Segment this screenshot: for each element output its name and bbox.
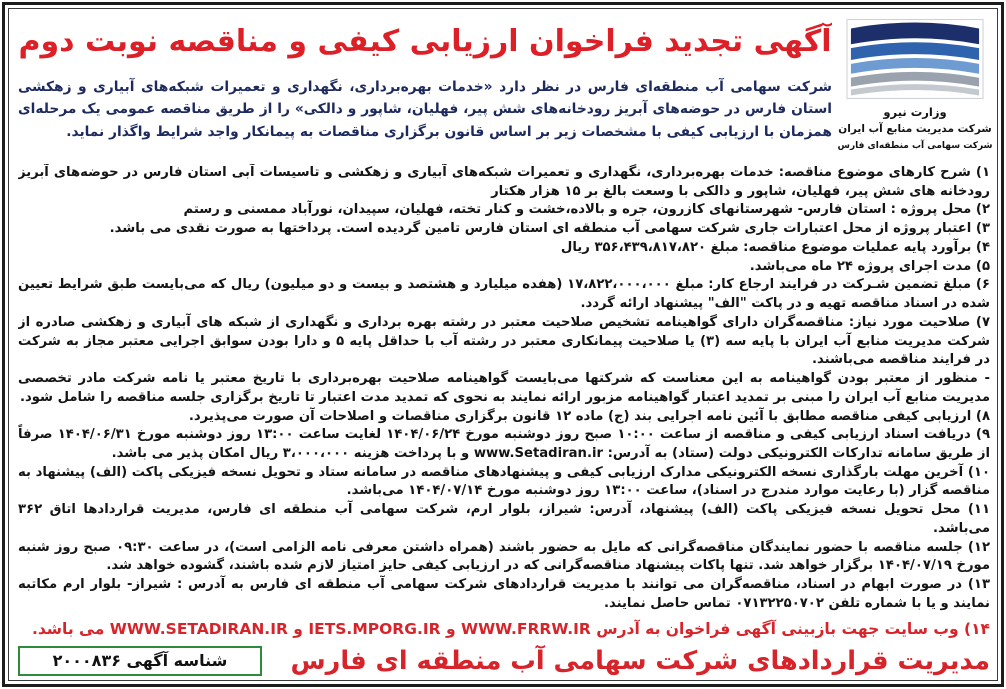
list-item xyxy=(18,220,990,239)
item-note-text: - منظور از معتبر بودن گواهینامه به این معناست که شرکتها می‌بایست گواهینامه صلاحیت بهره‌برداری با تاریخ معتبر یا نامه شرکت مادر تخصصی مدیریت منابع آب ایران را مبنی بر تمدید اعتبار گواهینامه مزبور ارائه نمایند به نحوی که تمدید مدت اعتبار تا تاریخ برگزاری جلسه مناقصه را شامل شود. xyxy=(18,371,990,405)
logo-block xyxy=(836,14,994,164)
item-text: مبلغ تضمین شـرکت در فرایند ارجاع کار: مبلغ ۱۷،۸۲۲،۰۰۰،۰۰۰ (هفده میلیارد و هشتصد و بیست و دو میلیون) ریال که می‌بایست طبق شرایط تعیین شده در اسناد مناقصه تهیه و در پاکت "الف" پیشنهاد ارائه گردد. xyxy=(18,277,990,312)
water-company-logo-icon xyxy=(846,18,984,100)
item-number: ۱۲) xyxy=(967,539,990,555)
item-text: در صورت ابهام در اسناد، مناقصه‌گران می توانند با مدیریت قراردادهای شرکت سهامی آب منطقه ای فارس به آدرس : شیراز- بلوار ارم مکاتبه نمایند و یا با شماره تلفن ۰۷۱۳۲۲۵۰۷۰۲ تماس حاصل نمایند. xyxy=(18,577,990,611)
list-item xyxy=(18,426,990,463)
item-number: ۱۳) xyxy=(967,577,990,593)
list-item xyxy=(18,314,990,370)
item-text: محل پروژه : استان فارس- شهرستانهای کازرون، جره و بالاده،خشت و کنار تخته، فهلیان، سپیدان، نورآباد ممسنی و رستم xyxy=(183,202,972,218)
item-number: ۲) xyxy=(975,202,990,218)
item-number: ۸) xyxy=(975,408,990,424)
ad-id-box xyxy=(18,646,262,676)
item-text: آخرین مهلت بارگذاری نسخه الکترونیکی مدارک ارزیابی کیفی و پیشنهادهای مناقصه در سامانه ستاد و تحویل نسخه فیزیکی پاکت (الف) پیشنهاد به مناقصه گزار (با رعایت موارد مندرج در اسناد)، ساعت ۱۳:۰۰ روز دوشنبه مورخ ۱۴۰۴/۰۷/۱۴ می‌باشد. xyxy=(18,464,990,499)
item-text: ارزیابی کیفی مناقصه مطابق با آئین نامه اجرایی بند (ج) ماده ۱۲ قانون برگزاری مناقصات و اصلاحات آن صورت می‌پذیرد. xyxy=(188,408,972,424)
ad-id-label: شناسه آگهی xyxy=(126,651,228,670)
ministry-name: وزارت نیرو xyxy=(883,105,947,119)
list-item xyxy=(18,258,990,277)
item-number: ۱) xyxy=(975,165,990,180)
item-number: ۶) xyxy=(975,277,990,293)
item-number: ۱۱) xyxy=(967,502,990,518)
list-item xyxy=(18,576,990,613)
item-number: ۱۰) xyxy=(967,464,990,480)
list-item xyxy=(18,276,990,313)
footer-department: مدیریت قراردادهای شرکت سهامی آب منطقه ای فارس xyxy=(290,646,990,676)
parent-company-name: شرکت مدیریت منابع آب ایران xyxy=(838,123,992,135)
item-number: ۷) xyxy=(975,314,990,330)
item-text: اعتبار پروژه از محل اعتبارات جاری شرکت سهامی آب منطقه ای استان فارس تامین گردیده است. پرداختها به صورت نقدی می باشد. xyxy=(109,221,972,237)
item-text: محل تحویل نسخه فیزیکی پاکت (الف) پیشنهاد، آدرس: شیراز، بلوار ارم، شرکت سهامی آب منطقه ای فارس، مدیریت قراردادها اتاق ۳۶۲ می‌باشد. xyxy=(18,502,990,536)
list-item xyxy=(18,164,990,201)
list-item xyxy=(18,539,990,576)
list-item-note xyxy=(18,370,990,407)
item-number: ۴) xyxy=(975,239,990,255)
item-number: ۵) xyxy=(975,258,990,274)
item-number: ۹) xyxy=(975,427,990,443)
list-item xyxy=(18,408,990,427)
item-number: ۳) xyxy=(975,221,990,237)
item-text: دریافت اسناد ارزیابی کیفی و مناقصه از ساعت ۱۰:۰۰ صبح روز دوشنبه مورخ ۱۴۰۴/۰۶/۲۴ لغایت ساعت ۱۳:۰۰ روز دوشنبه مورخ ۱۴۰۴/۰۶/۳۱ صرفاً از طریق سامانه تدارکات الکترونیکی دولت (ستاد) به آدرس: www.Setadiran.ir و با پرداخت هزینه ۳،۰۰۰،۰۰۰ ریال امکان پذیر می باشد. xyxy=(18,427,990,462)
list-item xyxy=(18,501,990,538)
list-item xyxy=(18,201,990,220)
item-text: صلاحیت مورد نیاز: مناقصه‌گران دارای گواهینامه تشخیص صلاحیت معتبر در رشته بهره برداری و نگهداری از شبکه های آبیاری و زهکشی صادره از شرکت مدیریت منابع آب ایران با پایه سه (۳) یا صلاحیت پیمانکاری معتبر در رشته آب با حداقل پایه ۵ و دارا بودن سوابق اجرایی معتبر مجاز به شرکت در فرایند مناقصه می‌باشند. xyxy=(18,314,990,368)
list-item xyxy=(18,464,990,501)
website-text: وب سایت جهت بازبینی آگهی فراخوان به آدرس WWW.FRRW.IR و IETS.MPORG.IR و WWW.SETADIRAN.IR می باشد. xyxy=(31,620,959,638)
item-number: ۱۴) xyxy=(963,620,990,638)
item-text: برآورد پایه عملیات موضوع مناقصه: مبلغ ۳۵۶،۴۳۹،۸۱۷،۸۲۰ ریال xyxy=(560,239,972,255)
item-text: شرح کارهای موضوع مناقصه: خدمات بهره‌برداری، نگهداری و تعمیرات شبکه‌های آبیاری و زهکشی و تاسیسات آبی استان فارس در حوضه‌های آبریز رودخانه های شش پیر، فهلیان، شاپور و دالکی با وسعت بالغ بر ۱۵ هزار هکتار xyxy=(18,165,990,199)
ad-title: آگهی تجدید فراخوان ارزیابی کیفی و مناقصه نوبت دوم xyxy=(18,24,832,59)
item-text: مدت اجرای پروژه ۲۴ ماه می‌باشد. xyxy=(749,258,972,274)
intro-paragraph: شرکت سهامی آب منطقه‌ای فارس در نظر دارد «خدمات بهره‌برداری، نگهداری و تعمیرات شبکه‌های آبیاری و زهکشی استان فارس در حوضه‌های آبریز رودخانه‌های شش پیر، فهلیان، شاپور و دالکی» را از طریق مناقصه عمومی یک مرحله‌ای همزمان با ارزیابی کیفی با مشخصات زیر بر اساس قانون برگزاری مناقصات به پیمانکار واجد شرایط واگذار نماید. xyxy=(18,79,832,140)
ad-id-number: ۲۰۰۰۸۳۶ xyxy=(52,651,121,670)
company-name: شرکت سهامی آب منطقه‌ای فارس xyxy=(837,141,993,151)
list-item xyxy=(18,239,990,258)
website-line xyxy=(18,616,990,642)
item-text: جلسه مناقصه با حضور نمایندگان مناقصه‌گرانی که مایل به حضور باشند (همراه داشتن معرفی نامه الزامی است)، در ساعت ۰۹:۳۰ صبح روز شنبه مورخ ۱۴۰۴/۰۷/۱۹ برگزار خواهد شد. تنها پاکات پیشنهاد مناقصه‌گرانی که در ارزیابی کیفی حایز امتیاز لازم شده باشند، گشوده خواهد شد. xyxy=(18,539,990,574)
tender-items-list xyxy=(18,164,990,614)
